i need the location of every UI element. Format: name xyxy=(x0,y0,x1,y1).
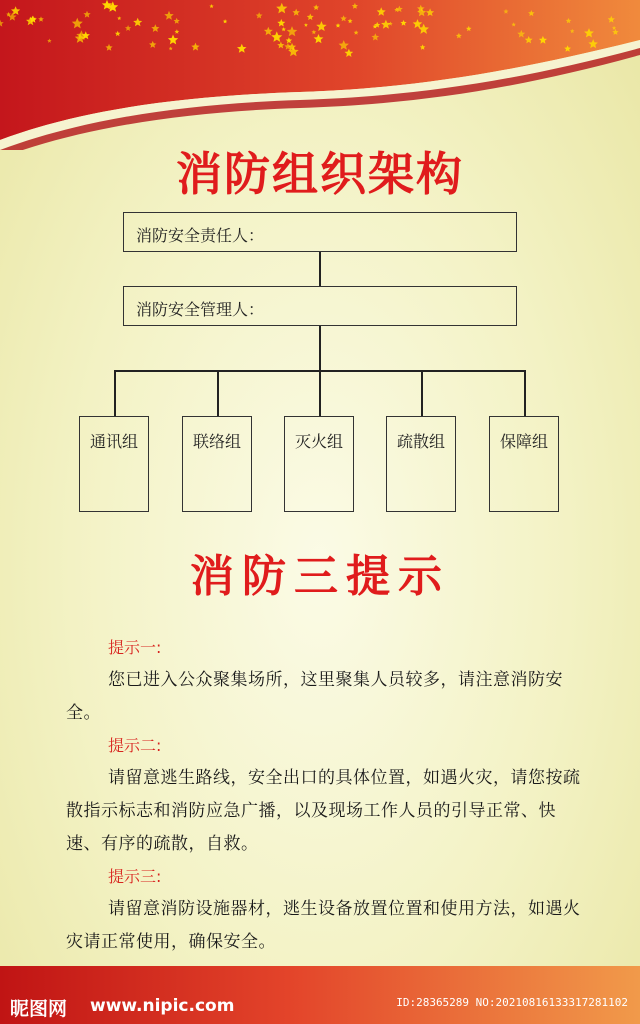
footer-bar xyxy=(0,966,640,1024)
group-label: 通讯组 xyxy=(89,432,138,451)
tip-text: 您已进入公众聚集场所，这里聚集人员较多，请注意消防安全。 xyxy=(66,670,563,723)
group-label: 疏散组 xyxy=(396,432,445,451)
tip-text: 请留意消防设施器材，逃生设备放置位置和使用方法，如遇火灾请正常使用，确保安全。 xyxy=(66,899,581,952)
group-box-support xyxy=(489,416,559,512)
connector-line xyxy=(319,326,321,372)
manager-label: 消防安全管理人： xyxy=(136,300,265,319)
watermark-site[interactable]: www.nipic.com xyxy=(90,996,235,1016)
tip-label: 提示一: xyxy=(108,638,162,657)
branch-drop-line xyxy=(114,370,116,416)
group-box-communication xyxy=(79,416,149,512)
responsible-person-label: 消防安全责任人： xyxy=(136,226,265,245)
group-box-evacuation xyxy=(386,416,456,512)
group-box-liaison xyxy=(182,416,252,512)
manager-box xyxy=(123,286,517,326)
watermark-logo: 昵图网 xyxy=(10,998,68,1020)
image-id-text: ID:28365289 NO:20210816133317281102 xyxy=(396,996,628,1009)
org-chart-title: 消防组织架构 xyxy=(176,147,464,201)
group-label: 灭火组 xyxy=(294,432,343,451)
tip-text: 请留意逃生路线，安全出口的具体位置，如遇火灾，请您按疏散指示标志和消防应急广播，以及现场工作人员的引导正常、快速、有序的疏散，自救。 xyxy=(66,768,581,854)
branch-drop-line xyxy=(319,370,321,416)
branch-drop-line xyxy=(217,370,219,416)
branch-drop-line xyxy=(524,370,526,416)
responsible-person-box xyxy=(123,212,517,252)
tip-label: 提示三: xyxy=(108,867,162,886)
top-banner xyxy=(0,0,640,150)
tips-list xyxy=(66,636,586,963)
branch-drop-line xyxy=(421,370,423,416)
group-label: 联络组 xyxy=(192,432,241,451)
group-box-firefighting xyxy=(284,416,354,512)
group-label: 保障组 xyxy=(499,432,548,451)
connector-line xyxy=(319,252,321,286)
tip-label: 提示二: xyxy=(108,736,162,755)
tips-title: 消防三提示 xyxy=(190,551,450,602)
